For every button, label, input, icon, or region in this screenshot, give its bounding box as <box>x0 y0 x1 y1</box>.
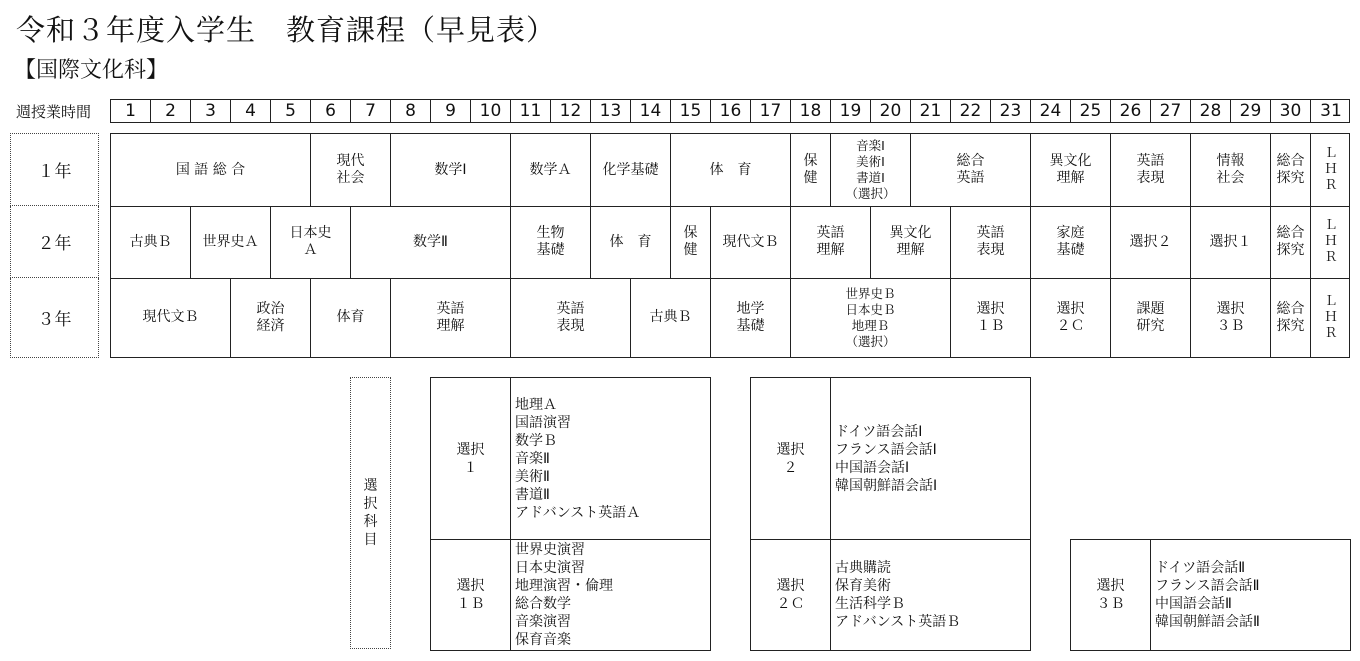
weekly-hours-label: 週授業時間 <box>16 103 92 121</box>
hour-number: 3 <box>191 100 231 122</box>
subject-cell: 英語 表現 <box>951 206 1031 278</box>
elective-list <box>831 378 937 539</box>
year-1-row <box>111 134 1349 207</box>
hour-number: 10 <box>471 100 511 122</box>
subject-cell: 総合 探究 <box>1271 134 1311 206</box>
elective-group-label: 選択 １Ｂ <box>431 540 511 650</box>
elective-group-label: 選択 ２ <box>751 378 831 539</box>
elective-item: 国語演習 <box>515 414 571 431</box>
subject-cell: 日本史 Ａ <box>271 206 351 278</box>
subject-cell: 地学 基礎 <box>711 278 791 357</box>
subject-cell: 体 育 <box>591 206 671 278</box>
subject-cell: 選択 ３Ｂ <box>1191 278 1271 357</box>
subject-cell: 化学基礎 <box>591 134 671 206</box>
hour-number: 5 <box>271 100 311 122</box>
year-label-1: １年 <box>10 133 99 206</box>
hour-number: 9 <box>431 100 471 122</box>
page-title: 令和３年度入学生 教育課程（早見表） <box>16 13 557 47</box>
elective-item: 生活科学Ｂ <box>835 596 905 612</box>
hour-number: 19 <box>831 100 871 122</box>
elective-item: 日本史演習 <box>515 560 585 576</box>
hour-number: 22 <box>951 100 991 122</box>
subject-cell: Ｌ Ｈ Ｒ <box>1324 218 1338 265</box>
elective-item: ドイツ語会話Ⅱ <box>1155 560 1246 576</box>
subject-cell: 古典Ｂ <box>631 278 711 357</box>
hour-number: 11 <box>511 100 551 122</box>
hour-number: 20 <box>871 100 911 122</box>
hour-number: 7 <box>351 100 391 122</box>
hour-number: 15 <box>671 100 711 122</box>
elective-item: 中国語会話Ⅰ <box>835 459 910 476</box>
subject-cell: 世界史Ａ <box>191 206 271 278</box>
elective-item: 総合数学 <box>515 596 571 612</box>
elective-item: フランス語会話Ⅱ <box>1155 578 1260 594</box>
elective-subjects-heading-text: 選 択 科 目 <box>363 478 378 548</box>
subject-cell: 課題 研究 <box>1111 278 1191 357</box>
elective-group-1b <box>430 539 711 651</box>
hour-number: 17 <box>751 100 791 122</box>
elective-item: 保育音楽 <box>515 632 571 648</box>
hour-number: 23 <box>991 100 1031 122</box>
elective-item: ドイツ語会話Ⅰ <box>835 423 923 440</box>
elective-subjects-heading <box>350 377 391 649</box>
elective-list <box>511 378 640 539</box>
subject-cell: 総合 探究 <box>1271 278 1311 357</box>
elective-item: 保育美術 <box>835 578 891 594</box>
year-label-2: ２年 <box>10 206 99 278</box>
hour-number: 6 <box>311 100 351 122</box>
elective-item: 世界史演習 <box>515 542 585 558</box>
elective-item: 韓国朝鮮語会話Ⅰ <box>835 477 938 494</box>
subject-cell: 家庭 基礎 <box>1031 206 1111 278</box>
elective-group-3b <box>1070 539 1351 651</box>
hour-number: 12 <box>551 100 591 122</box>
hour-number: 27 <box>1151 100 1191 122</box>
subject-cell: 音楽Ⅰ 美術Ⅰ 書道Ⅰ （選択） <box>831 134 911 206</box>
hour-number: 18 <box>791 100 831 122</box>
year-label-3: ３年 <box>10 278 99 358</box>
subject-cell: 選択 １Ｂ <box>951 278 1031 357</box>
elective-item: アドバンスト英語Ａ <box>515 504 641 521</box>
hour-number: 24 <box>1031 100 1071 122</box>
subject-cell: 数学Ａ <box>511 134 591 206</box>
elective-list <box>511 540 613 650</box>
elective-list <box>831 540 960 650</box>
subject-cell: 選択 ２Ｃ <box>1031 278 1111 357</box>
subject-cell: 選択２ <box>1111 206 1191 278</box>
year-2-row <box>111 206 1349 279</box>
curriculum-grid <box>110 133 1350 358</box>
subject-cell: 数学Ⅰ <box>391 134 511 206</box>
subject-cell: 生物 基礎 <box>511 206 591 278</box>
elective-list <box>1151 540 1260 650</box>
elective-item: 数学Ｂ <box>515 432 557 449</box>
hour-number: 16 <box>711 100 751 122</box>
elective-item: 音楽Ⅱ <box>515 450 550 467</box>
hour-number: 25 <box>1071 100 1111 122</box>
subject-cell: 選択１ <box>1191 206 1271 278</box>
hour-number: 28 <box>1191 100 1231 122</box>
subject-cell: 異文化 理解 <box>1031 134 1111 206</box>
subject-cell: 現代 社会 <box>311 134 391 206</box>
subject-cell: 古典Ｂ <box>111 206 191 278</box>
subject-cell: 英語 表現 <box>511 278 631 357</box>
subject-cell: 異文化 理解 <box>871 206 951 278</box>
elective-item: 地理演習・倫理 <box>515 578 613 594</box>
elective-group-label: 選択 １ <box>431 378 511 539</box>
elective-group-2 <box>750 377 1031 540</box>
hour-number: 8 <box>391 100 431 122</box>
elective-item: 古典購読 <box>835 560 891 576</box>
subject-cell: 総合 英語 <box>911 134 1031 206</box>
elective-item: 書道Ⅱ <box>515 486 550 503</box>
elective-group-1 <box>430 377 711 540</box>
elective-item: 美術Ⅱ <box>515 468 550 485</box>
subject-cell: 情報 社会 <box>1191 134 1271 206</box>
hour-number: 26 <box>1111 100 1151 122</box>
elective-item: アドバンスト英語Ｂ <box>835 614 961 630</box>
hour-number: 21 <box>911 100 951 122</box>
weekly-hours-row <box>110 99 1350 123</box>
elective-item: 中国語会話Ⅱ <box>1155 596 1232 612</box>
department-title: 【国際文化科】 <box>14 58 169 83</box>
subject-cell: 現代文Ｂ <box>711 206 791 278</box>
hour-number: 13 <box>591 100 631 122</box>
hour-number: 4 <box>231 100 271 122</box>
subject-cell: Ｌ Ｈ Ｒ <box>1324 293 1338 341</box>
elective-group-label: 選択 ２Ｃ <box>751 540 831 650</box>
elective-item: 地理Ａ <box>515 396 557 413</box>
hour-number: 31 <box>1320 101 1342 121</box>
subject-cell: 総合 探究 <box>1271 206 1311 278</box>
subject-cell: Ｌ Ｈ Ｒ <box>1324 146 1338 193</box>
subject-cell: 保 健 <box>791 134 831 206</box>
subject-cell: 体 育 <box>671 134 791 206</box>
hour-number: 30 <box>1271 100 1311 122</box>
subject-cell: 現代文Ｂ <box>111 278 231 357</box>
elective-group-2c <box>750 539 1031 651</box>
subject-cell: 政治 経済 <box>231 278 311 357</box>
subject-cell: 数学Ⅱ <box>351 206 511 278</box>
subject-cell: 国 語 総 合 <box>111 134 311 206</box>
subject-cell: 英語 表現 <box>1111 134 1191 206</box>
subject-cell: 英語 理解 <box>391 278 511 357</box>
subject-cell: 世界史Ｂ 日本史Ｂ 地理Ｂ （選択） <box>791 278 951 357</box>
hour-number: 2 <box>151 100 191 122</box>
elective-item: 音楽演習 <box>515 614 571 630</box>
hour-number: 14 <box>631 100 671 122</box>
hour-number: 1 <box>111 100 151 122</box>
subject-cell: 保 健 <box>671 206 711 278</box>
subject-cell: 体育 <box>311 278 391 357</box>
hour-number: 29 <box>1231 100 1271 122</box>
subject-cell: 英語 理解 <box>791 206 871 278</box>
year-3-row <box>111 278 1349 357</box>
elective-group-label: 選択 ３Ｂ <box>1071 540 1151 650</box>
elective-item: 韓国朝鮮語会話Ⅱ <box>1155 614 1260 630</box>
elective-item: フランス語会話Ⅰ <box>835 441 937 458</box>
